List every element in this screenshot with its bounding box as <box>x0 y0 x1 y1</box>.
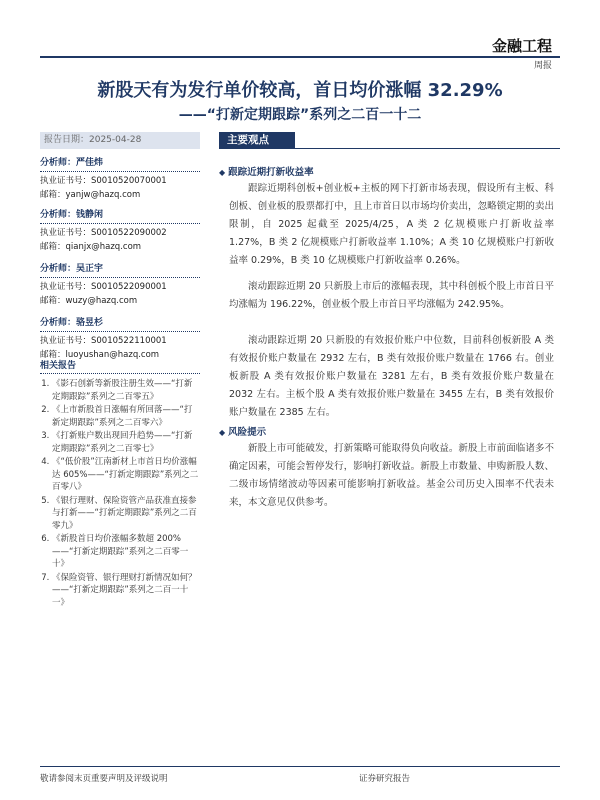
main-points-tab: 主要观点 <box>219 132 295 149</box>
analyst-block <box>40 208 200 255</box>
analyst-name: 分析师：钱静闲 <box>40 208 200 224</box>
analyst-license: 执业证书号：S0010520070001 <box>40 175 167 186</box>
related-report-item[interactable]: 2. 《上市新股首日涨幅有所回落——“打新定期跟踪”系列之二百零六》 <box>52 404 200 429</box>
section-heading-tracking: ◆ 跟踪近期打新收益率 <box>219 167 314 178</box>
related-reports <box>40 358 200 610</box>
related-report-item[interactable]: 3. 《打新账户数出现回升趋势——“打新定期跟踪”系列之二百零七》 <box>52 430 200 455</box>
footer-divider <box>40 766 560 767</box>
paragraph: 新股上市可能破发，打新策略可能取得负向收益。新股上市前面临诸多不确定因素，可能会暂停发行，影响打新收益。新股上市数量、申购新股人数、二级市场情绪波动等因素可能影响打新收益。基金公司历史入围率不代表未来，本文意见仅供参考。 <box>229 443 554 508</box>
related-report-item[interactable]: 4. 《“低价股”江南新材上市首日均价涨幅达 605%——“打新定期跟踪”系列之二百零八》 <box>52 456 200 494</box>
analyst-block <box>40 262 200 309</box>
analyst-license: 执业证书号：S0010522110001 <box>40 335 167 346</box>
paragraph: 跟踪近期科创板+创业板+主板的网下打新市场表现，假设所有主板、科创板、创业板的股票都打中，且上市首日以市场均价卖出，忽略锁定期的卖出限制，自 2025 起截至 2025/4/25，A 类 2 亿规模账户打新收益率 1.27%，B 类 2 亿规模账户打新收益率 1.10%；A 类 10 亿规模账户打新收益率 0.29%，B 类 10 亿规模账户打新收益率 0.26%。 <box>229 183 554 266</box>
analyst-name: 分析师：骆昱杉 <box>40 316 200 332</box>
page-subtitle: ——“打新定期跟踪”系列之二百一十二 <box>178 107 422 123</box>
related-report-item[interactable]: 5. 《银行理财、保险资管产品获准直接参与打新——“打新定期跟踪”系列之二百零九》 <box>52 495 200 533</box>
report-date: 报告日期：2025-04-28 <box>40 132 200 149</box>
analyst-license: 执业证书号：S0010522090002 <box>40 227 167 238</box>
analyst-license: 执业证书号：S0010522090001 <box>40 281 167 292</box>
brand-title: 金融工程 <box>491 37 552 55</box>
analyst-email[interactable]: 邮箱：wuzy@hazq.com <box>40 296 138 306</box>
analyst-name: 分析师：严佳炜 <box>40 156 200 172</box>
analyst-email[interactable]: 邮箱：yanjw@hazq.com <box>40 190 141 200</box>
analyst-name: 分析师：吴正宇 <box>40 262 200 278</box>
analyst-block <box>40 316 200 363</box>
related-report-item[interactable]: 7. 《保险资管、银行理财打新情况如何？——“打新定期跟踪”系列之二百一十一》 <box>52 572 200 610</box>
section-heading-risk: ◆ 风险提示 <box>219 427 267 438</box>
paragraph: 滚动跟踪近期 20 只新股的有效报价账户中位数，目前科创板新股 A 类有效报价账户数量在 2932 左右，B 类有效报价账户数量在 1766 右。创业板新股 A 类有效报价账户数量在 3281 左右，B 类有效报价账户数量在 2032 左右。主板个股 A 类有效报价账户数量在 3455 左右，B 类有效报价账户数量在 2385 左右。 <box>229 335 554 418</box>
paragraph: 滚动跟踪近期 20 只新股上市后的涨幅表现，其中科创板个股上市首日平均涨幅为 196.22%，创业板个股上市首日平均涨幅为 242.95%。 <box>229 281 554 310</box>
triangle-bullet-icon: ◆ <box>219 428 226 437</box>
related-report-item[interactable]: 1. 《影石创新等新股注册生效——“打新定期跟踪”系列之二百零五》 <box>52 378 200 403</box>
footer-label: 证券研究报告 <box>359 774 411 784</box>
main-points-divider <box>295 148 560 149</box>
analyst-block <box>40 156 200 203</box>
analyst-email[interactable]: 邮箱：luoyushan@hazq.com <box>40 350 160 360</box>
footer-disclaimer: 敬请参阅末页重要声明及评级说明 <box>40 774 168 784</box>
related-reports-title: 相关报告 <box>40 358 200 374</box>
page-title: 新股天有为发行单价较高，首日均价涨幅 32.29% <box>97 80 503 101</box>
triangle-bullet-icon: ◆ <box>219 168 226 177</box>
report-type: 周报 <box>533 61 552 71</box>
related-report-item[interactable]: 6. 《新股首日均价涨幅多数超 200%——“打新定期跟踪”系列之二百零一十》 <box>52 533 200 571</box>
header-divider <box>40 56 560 58</box>
analyst-email[interactable]: 邮箱：qianjx@hazq.com <box>40 242 142 252</box>
